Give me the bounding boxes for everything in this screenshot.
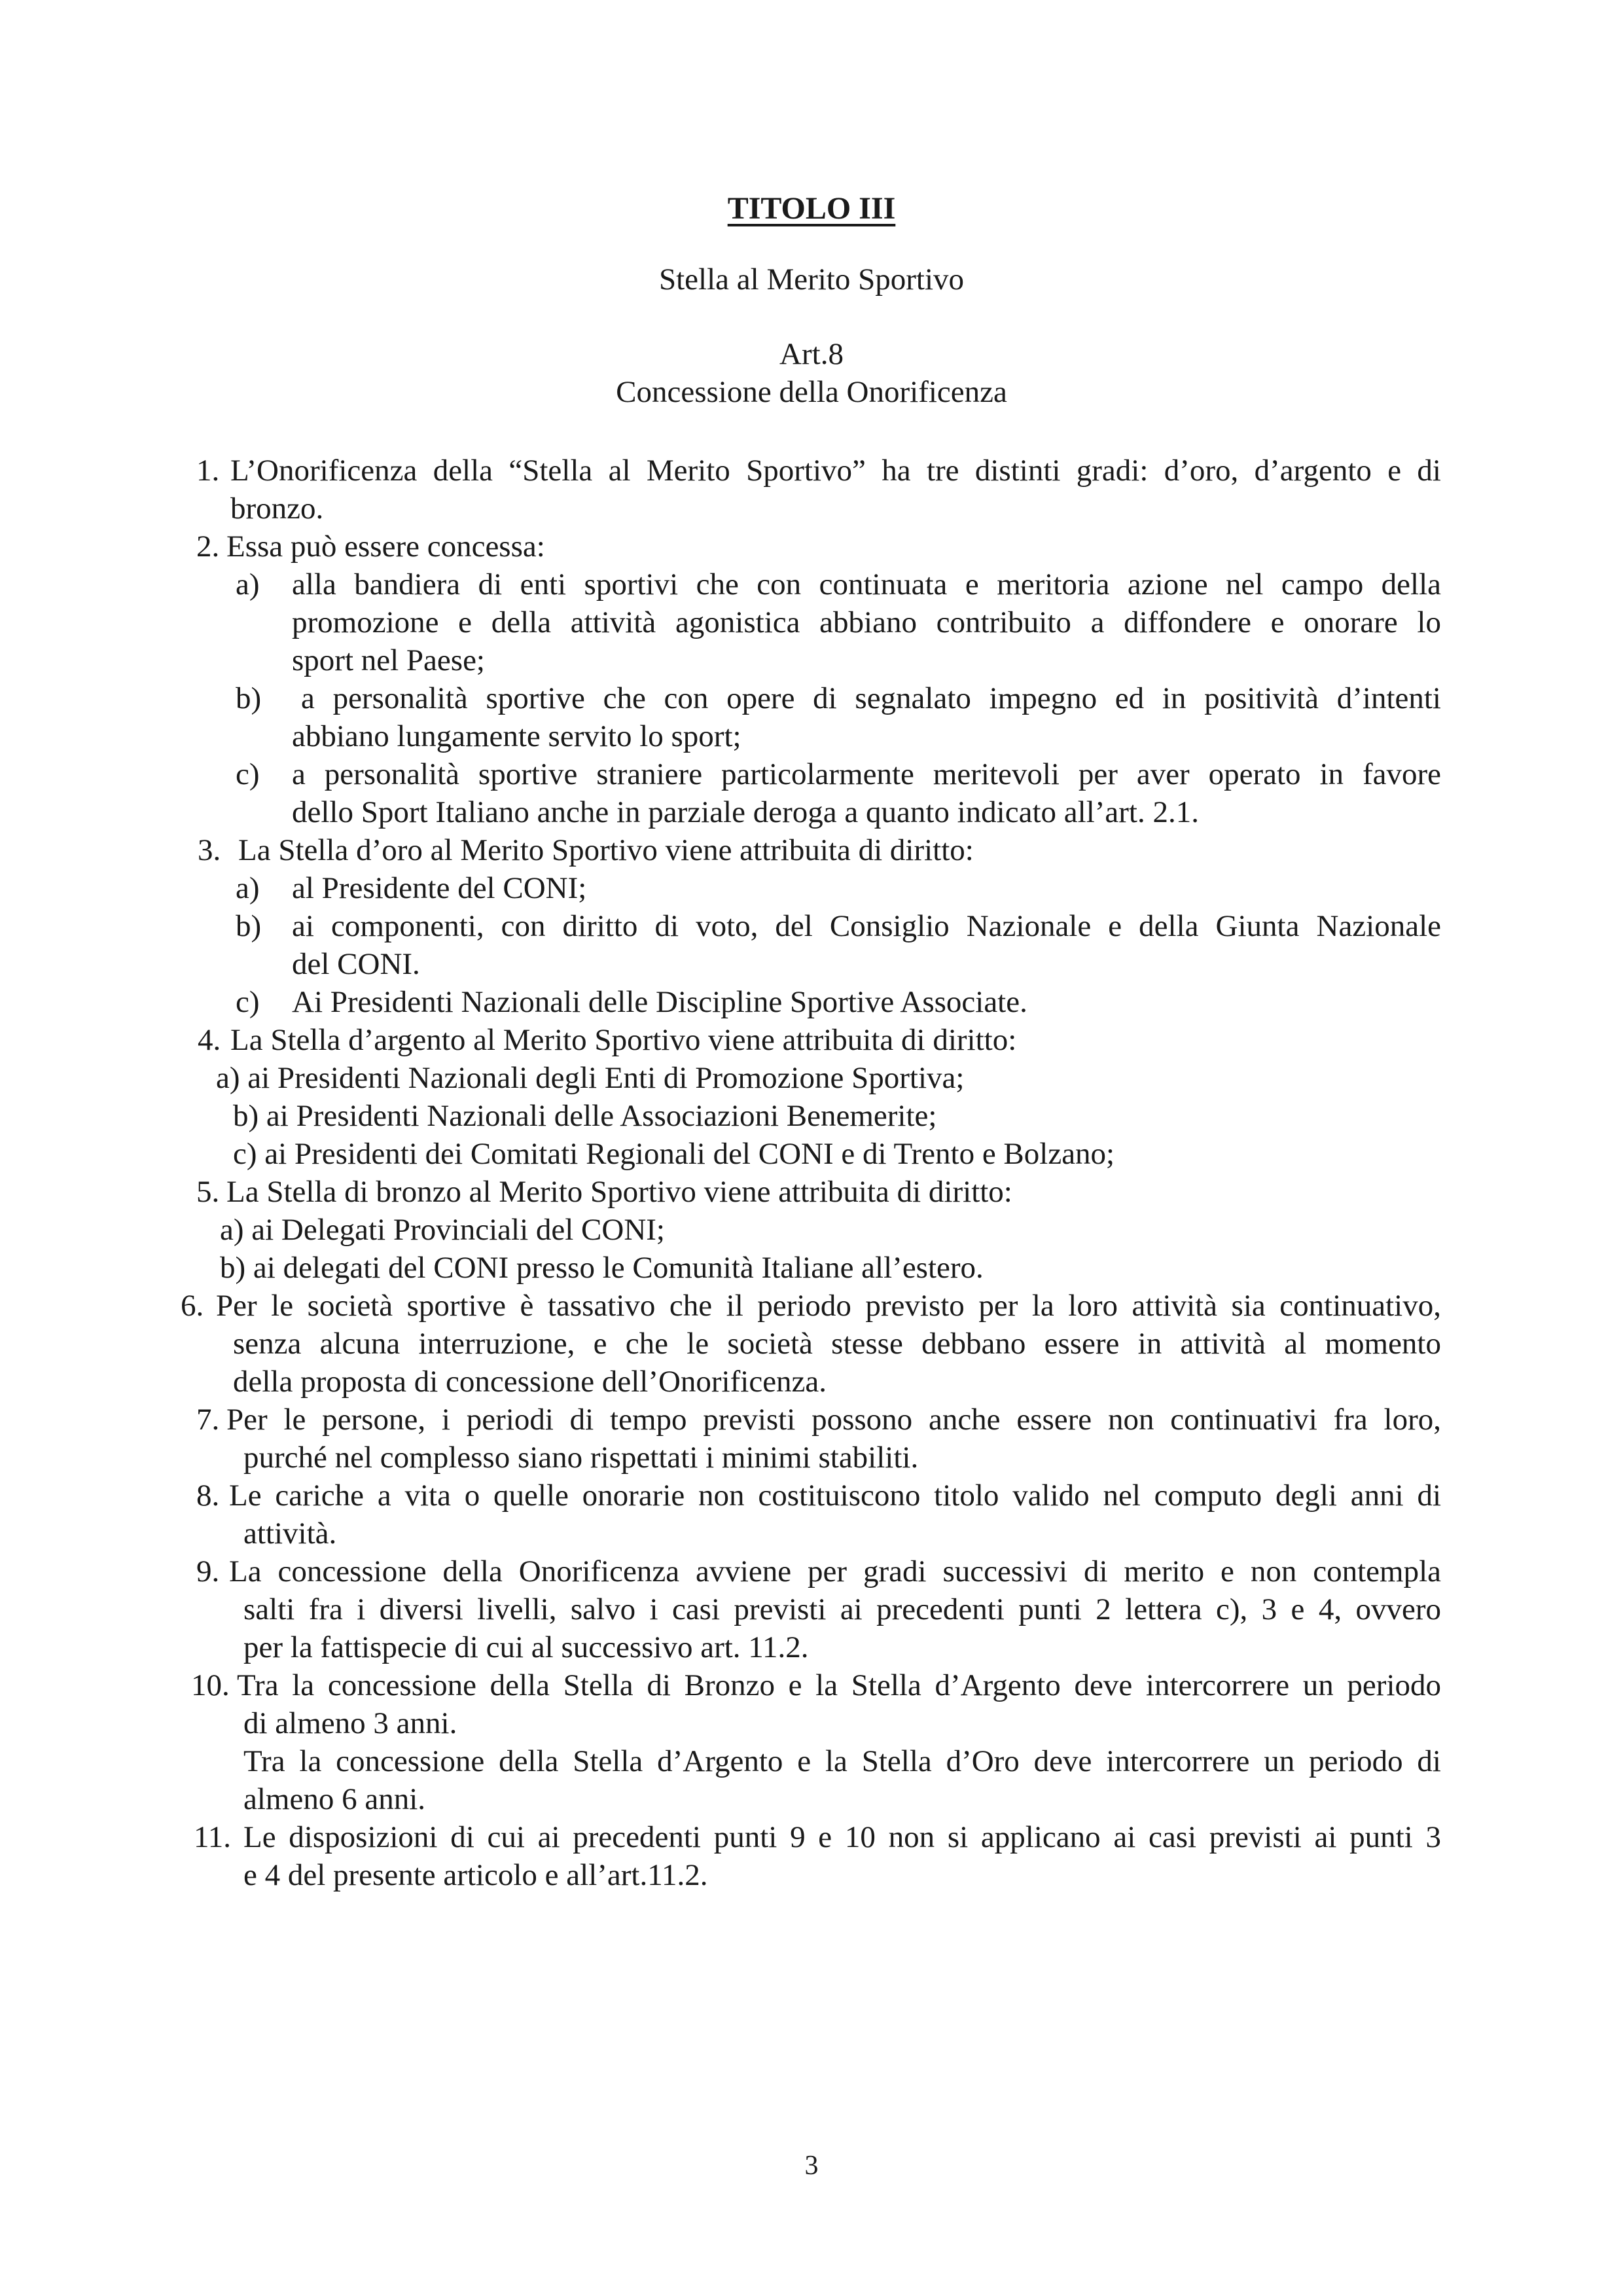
subitem-text-line: al Presidente del CONI; <box>292 871 587 905</box>
item-text-line: Essa può essere concessa: <box>226 529 545 564</box>
item-text-line: della proposta di concessione dell’Onorificenza. <box>233 1365 827 1399</box>
item-number: 5. <box>196 1175 220 1209</box>
item-number: 9. <box>196 1554 220 1588</box>
subitem-text-line: alla bandiera di enti sportivi che con continuata e meritoria azione nel campo della <box>292 567 1441 601</box>
subitem-text-line: dello Sport Italiano anche in parziale deroga a quanto indicato all’art. 2.1. <box>292 795 1199 829</box>
item-text-line: attività. <box>243 1516 337 1551</box>
subitem-text-line: ai componenti, con diritto di voto, del Consiglio Nazionale e della Giunta Nazionale <box>292 909 1441 943</box>
item-text-line: Le disposizioni di cui ai precedenti punti 9 e 10 non si applicano ai casi previsti ai punti 3 <box>243 1820 1441 1854</box>
item-text-line: L’Onorificenza della “Stella al Merito Sportivo” ha tre distinti gradi: d’oro, d’argento e di <box>230 454 1441 488</box>
item-number: 6. <box>181 1289 204 1323</box>
subitem-text-line: c) ai Presidenti dei Comitati Regionali del CONI e di Trento e Bolzano; <box>233 1137 1115 1171</box>
subitem-letter: c) <box>236 757 260 791</box>
subitem-text-line: sport nel Paese; <box>292 643 485 677</box>
item-number: 3. <box>198 833 221 867</box>
item-text-line: senza alcuna interruzione, e che le società stesse debbano essere in attività al momento <box>233 1327 1441 1361</box>
subitem-text-line: Ai Presidenti Nazionali delle Discipline Sportive Associate. <box>292 985 1027 1019</box>
subitem-text-line: b) ai Presidenti Nazionali delle Associazioni Benemerite; <box>233 1099 937 1133</box>
item-number: 10. <box>191 1668 230 1702</box>
item-text-line: Per le persone, i periodi di tempo previsti possono anche essere non continuativi fra loro, <box>226 1403 1441 1437</box>
item-number: 7. <box>196 1403 220 1437</box>
item-number: 8. <box>196 1479 220 1513</box>
article-number: Art.8 <box>779 337 844 371</box>
item-number: 1. <box>196 454 220 488</box>
item-number: 11. <box>194 1820 232 1854</box>
subitem-letter: b) <box>236 681 262 715</box>
item-text-line: almeno 6 anni. <box>243 1782 426 1816</box>
item-number: 4. <box>198 1023 221 1057</box>
item-number: 2. <box>196 529 220 564</box>
item-text-line: di almeno 3 anni. <box>243 1706 457 1740</box>
section-subtitle: Stella al Merito Sportivo <box>658 262 965 296</box>
item-text-line: La Stella d’oro al Merito Sportivo viene attribuita di diritto: <box>238 833 974 867</box>
item-text-line: Per le società sportive è tassativo che il periodo previsto per la loro attività sia continuativo, <box>216 1289 1441 1323</box>
section-title: TITOLO III <box>727 191 896 226</box>
subitem-letter: a) <box>236 567 260 601</box>
subitem-letter: a) <box>236 871 260 905</box>
page-number: 3 <box>804 2151 819 2181</box>
subitem-text-line: del CONI. <box>292 947 420 981</box>
subitem-text-line: a personalità sportive che con opere di segnalato impegno ed in positività d’intenti <box>301 681 1441 715</box>
subitem-text-line: a) ai Presidenti Nazionali degli Enti di Promozione Sportiva; <box>216 1061 965 1095</box>
item-text-line: e 4 del presente articolo e all’art.11.2. <box>243 1858 708 1892</box>
subitem-text-line: a personalità sportive straniere particolarmente meritevoli per aver operato in favore <box>292 757 1441 791</box>
subitem-text-line: a) ai Delegati Provinciali del CONI; <box>220 1213 665 1247</box>
item-text-line: Tra la concessione della Stella d’Argento e la Stella d’Oro deve intercorrere un periodo di <box>243 1744 1441 1778</box>
item-text-line: La Stella d’argento al Merito Sportivo viene attribuita di diritto: <box>230 1023 1017 1057</box>
subitem-text-line: b) ai delegati del CONI presso le Comunità Italiane all’estero. <box>220 1251 984 1285</box>
item-text-line: Tra la concessione della Stella di Bronzo e la Stella d’Argento deve intercorrere un periodo <box>237 1668 1441 1702</box>
subitem-text-line: abbiano lungamente servito lo sport; <box>292 719 741 753</box>
item-text-line: salti fra i diversi livelli, salvo i casi previsti ai precedenti punti 2 lettera c), 3 e 4, ovvero <box>243 1592 1441 1626</box>
article-title: Concessione della Onorificenza <box>616 375 1007 409</box>
item-text-line: bronzo. <box>230 492 324 526</box>
item-text-line: La concessione della Onorificenza avviene per gradi successivi di merito e non contempla <box>229 1554 1441 1588</box>
item-text-line: Le cariche a vita o quelle onorarie non costituiscono titolo valido nel computo degli anni di <box>229 1479 1441 1513</box>
subitem-letter: b) <box>236 909 262 943</box>
subitem-letter: c) <box>236 985 260 1019</box>
item-text-line: per la fattispecie di cui al successivo art. 11.2. <box>243 1630 809 1664</box>
item-text-line: purché nel complesso siano rispettati i minimi stabiliti. <box>243 1441 919 1475</box>
item-text-line: La Stella di bronzo al Merito Sportivo viene attribuita di diritto: <box>226 1175 1012 1209</box>
subitem-text-line: promozione e della attività agonistica abbiano contribuito a diffondere e onorare lo <box>292 605 1441 639</box>
